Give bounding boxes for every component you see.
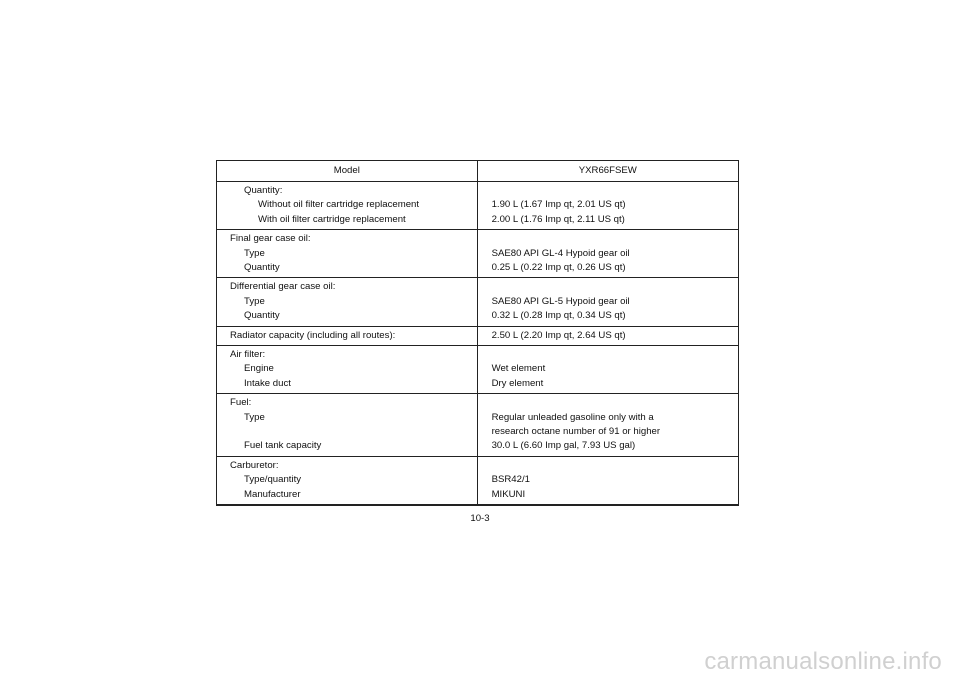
spec-value: 1.90 L (1.67 Imp qt, 2.01 US qt) xyxy=(491,199,626,211)
spec-value: 0.25 L (0.22 Imp qt, 0.26 US qt) xyxy=(491,262,626,274)
spec-label-cell xyxy=(217,394,477,457)
page-number: 10-3 xyxy=(470,513,490,524)
spec-section xyxy=(217,230,738,278)
spec-value xyxy=(478,184,738,198)
spec-label: With oil filter cartridge replacement xyxy=(258,213,406,225)
spec-value: Wet element xyxy=(491,363,546,375)
spec-label-cell xyxy=(217,230,477,278)
spec-value-cell xyxy=(477,326,738,345)
spec-label: Manufacturer xyxy=(244,488,301,500)
spec-section xyxy=(217,326,738,345)
spec-value: SAE80 API GL-5 Hypoid gear oil xyxy=(491,295,630,307)
spec-label: Quantity: xyxy=(244,185,283,196)
spec-value: BSR42/1 xyxy=(491,474,530,486)
spec-section xyxy=(217,456,738,504)
spec-label: Air filter: xyxy=(230,349,266,361)
spec-value: Dry element xyxy=(491,377,544,389)
spec-label: Differential gear case oil: xyxy=(230,281,336,293)
spec-value xyxy=(478,459,738,473)
spec-value: 30.0 L (6.60 Imp gal, 7.93 US gal) xyxy=(491,440,636,452)
spec-label: Final gear case oil: xyxy=(230,233,311,245)
spec-label: Intake duct xyxy=(244,377,291,389)
spec-value: research octane number of 91 or higher xyxy=(491,426,661,438)
spec-label: Without oil filter cartridge replacement xyxy=(258,199,420,211)
spec-label: Type xyxy=(244,411,265,423)
spec-label-cell xyxy=(217,326,477,345)
spec-label: Fuel: xyxy=(230,397,252,409)
spec-section xyxy=(217,182,738,230)
spec-value: 0.32 L (0.28 Imp qt, 0.34 US qt) xyxy=(491,310,626,322)
table-header-row xyxy=(217,161,738,182)
spec-value: 2.00 L (1.76 Imp qt, 2.11 US qt) xyxy=(491,213,625,225)
spec-value-cell xyxy=(477,230,738,278)
spec-label: Carburetor: xyxy=(230,459,279,471)
spec-section xyxy=(217,278,738,326)
spec-label: Type xyxy=(244,295,265,307)
spec-value: Regular unleaded gasoline only with a xyxy=(491,411,654,423)
model-header: Model xyxy=(217,161,477,182)
spec-value xyxy=(478,232,738,246)
specifications-table xyxy=(217,161,738,505)
spec-value: MIKUNI xyxy=(491,488,526,500)
specifications-body xyxy=(217,182,738,505)
spec-label-cell xyxy=(217,456,477,504)
spec-value-cell xyxy=(477,278,738,326)
spec-value-cell xyxy=(477,346,738,394)
spec-label: Engine xyxy=(244,363,274,375)
spec-value-cell xyxy=(477,456,738,504)
spec-value: SAE80 API GL-4 Hypoid gear oil xyxy=(491,247,630,259)
spec-value: 2.50 L (2.20 Imp qt, 2.64 US qt) xyxy=(491,329,626,341)
spec-value xyxy=(478,348,738,362)
spec-label-cell xyxy=(217,346,477,394)
spec-label: Quantity xyxy=(244,262,280,274)
spec-label: Type/quantity xyxy=(244,474,302,486)
spec-label: Radiator capacity (including all routes): xyxy=(230,329,396,341)
spec-label-cell xyxy=(217,278,477,326)
spec-label-cell xyxy=(217,182,477,230)
spec-label: Type xyxy=(244,247,265,259)
watermark-text: carmanualsonline.info xyxy=(704,648,942,675)
spec-value xyxy=(478,280,738,294)
spec-section xyxy=(217,394,738,457)
spec-value xyxy=(478,396,738,410)
spec-value-cell xyxy=(477,182,738,230)
spec-section xyxy=(217,346,738,394)
spec-label xyxy=(217,425,477,439)
model-value-header: YXR66FSEW xyxy=(477,161,738,182)
spec-label: Fuel tank capacity xyxy=(244,440,322,452)
spec-label: Quantity xyxy=(244,310,280,322)
spec-value-cell xyxy=(477,394,738,457)
